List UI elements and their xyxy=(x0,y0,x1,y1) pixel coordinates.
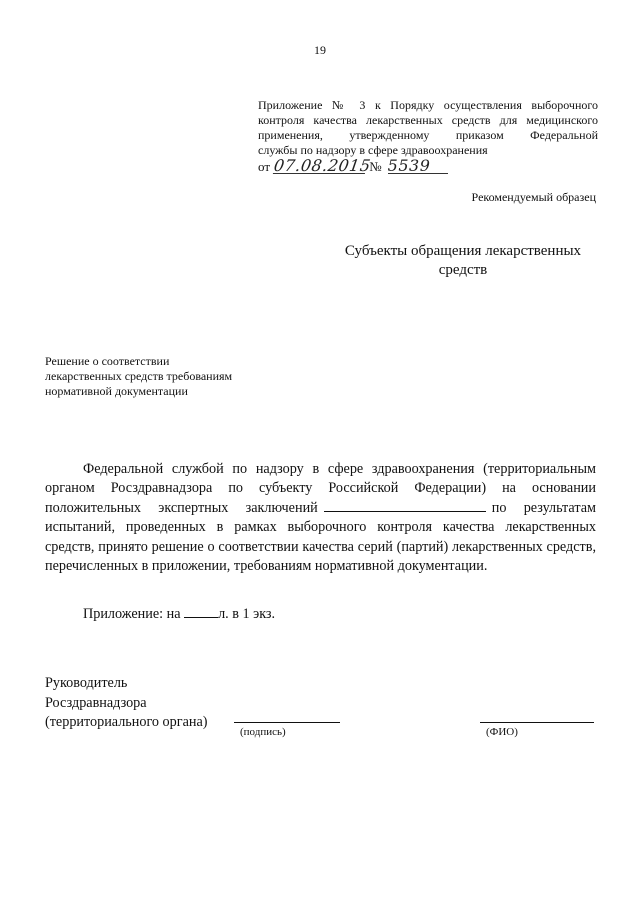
attachment-prefix: Приложение: на xyxy=(83,606,181,622)
addressee-block xyxy=(330,242,596,280)
decision-title-line: лекарственных средств требованиям xyxy=(45,369,233,383)
addressee-line: Субъекты обращения лекарственных xyxy=(344,243,582,259)
sheet-count-blank xyxy=(184,605,218,618)
number-prefix: № xyxy=(369,159,382,174)
body-text-part1: Федеральной службой по надзору в сфере здравоохранения (территориальным органом Росздравнадзора по субъекту Российской Федерации) на основании положительных экспертных заключений xyxy=(45,461,596,516)
signature-line xyxy=(234,722,340,723)
page-number: 19 xyxy=(314,43,326,57)
date-prefix: от xyxy=(258,159,271,174)
decision-title xyxy=(45,354,275,399)
recommended-sample-label: Рекомендуемый образец xyxy=(471,190,596,204)
attachment-line xyxy=(83,605,275,623)
approval-line: службы по надзору в сфере здравоохранения xyxy=(258,143,488,157)
signatory-line: (территориального органа) xyxy=(45,714,208,730)
order-date-number xyxy=(258,158,598,176)
fio-caption: (ФИО) xyxy=(486,726,518,738)
body-text-part2: по результатам испытаний, проведенных в рамках выборочного контроля качества лекарственных средств, принято решение о соответствии качества серий (партий) лекарственных средств, перечисленных в приложении, требованиям нормативной документации. xyxy=(45,499,596,575)
fio-line xyxy=(480,722,594,723)
approval-block xyxy=(258,98,598,158)
decision-title-line: Решение о соответствии xyxy=(45,354,170,368)
approval-line: контроля качества лекарственных средств для медицинского xyxy=(258,113,598,127)
decision-title-line: нормативной документации xyxy=(45,384,188,398)
signature-caption: (подпись) xyxy=(240,726,286,738)
attachment-suffix: л. в 1 экз. xyxy=(218,606,276,622)
decision-body xyxy=(45,460,596,576)
approval-line: применения, утвержденному приказом Федеральной xyxy=(258,128,598,142)
approval-line: Приложение № 3 к Порядку осуществления выборочного xyxy=(258,98,598,112)
conclusion-blank-field xyxy=(324,499,486,512)
handwritten-date: 07.08.2015 xyxy=(272,156,373,175)
signatory-line: Руководитель xyxy=(45,675,128,691)
handwritten-number: 5539 xyxy=(388,158,448,174)
signatory-block xyxy=(45,674,207,733)
addressee-line: средств xyxy=(438,262,488,278)
signatory-line: Росздравнадзора xyxy=(45,694,147,711)
